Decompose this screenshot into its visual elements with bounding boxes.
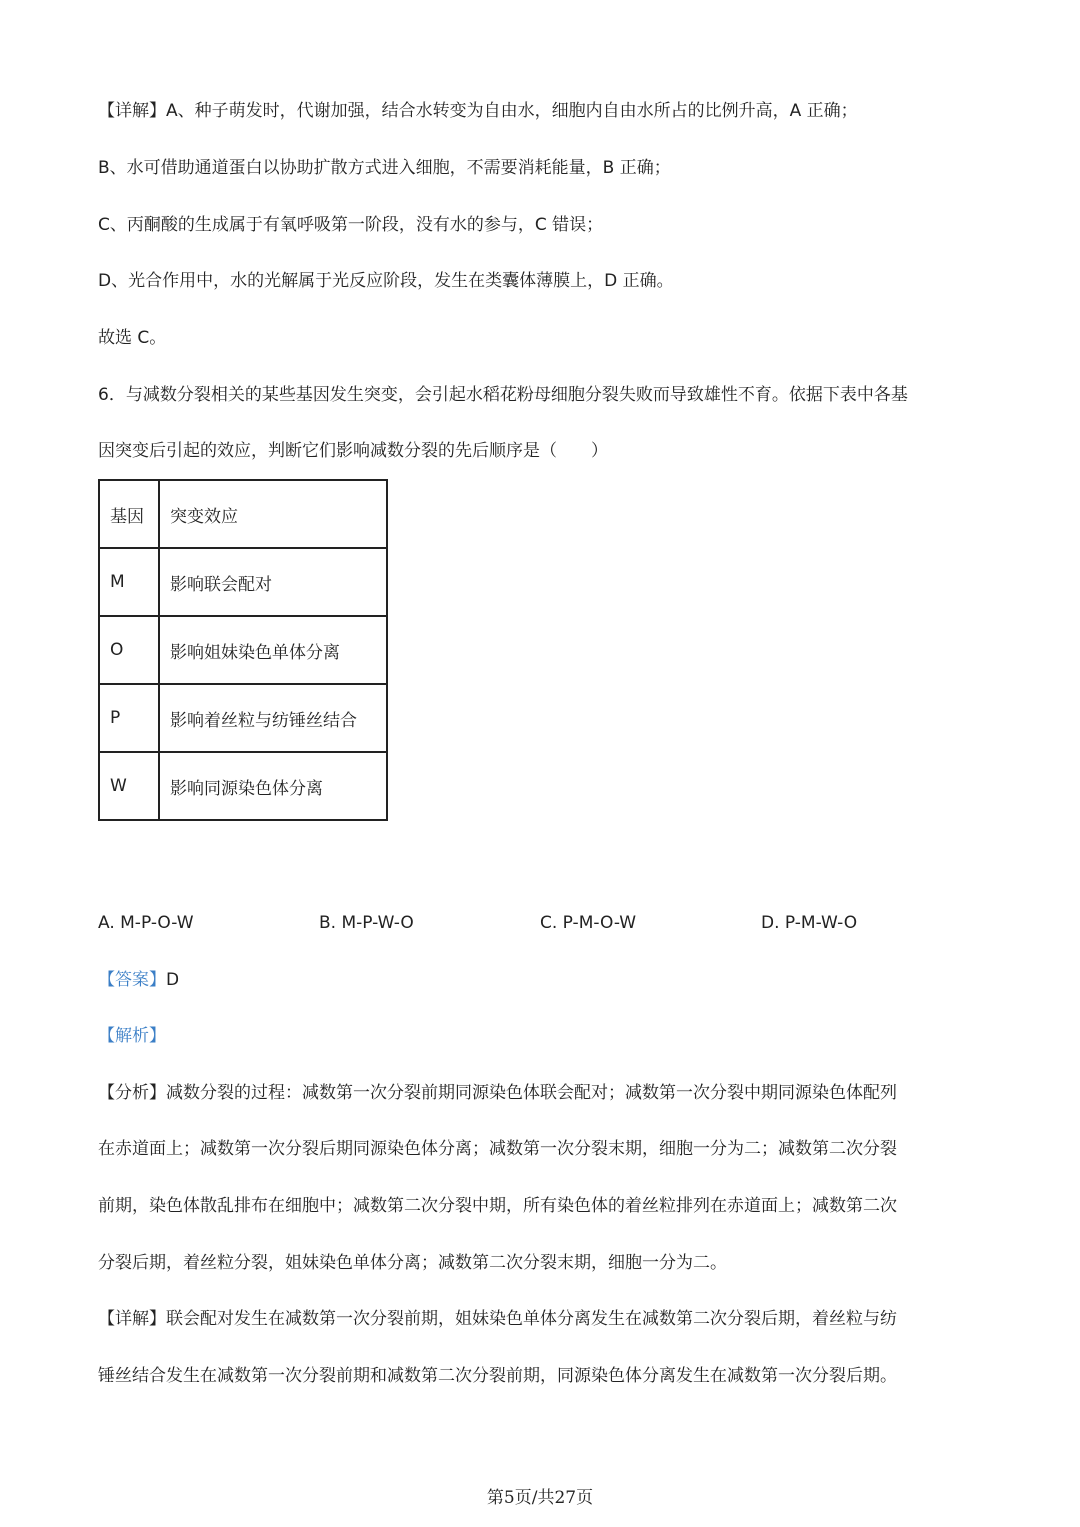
prev-detail-line-1 (98, 99, 858, 123)
gene-effect-table (98, 479, 388, 821)
answer-label: 【答案】 (98, 970, 166, 990)
table-cell-effect: 影响同源染色体分离 (159, 752, 387, 820)
table-cell-effect: 影响联会配对 (159, 548, 387, 616)
option-a: A. M-P-O-W (98, 913, 194, 933)
prev-conclusion: 故选 C。 (98, 328, 167, 348)
analysis-text: 减数分裂的过程：减数第一次分裂前期同源染色体联会配对；减数第一次分裂中期同源染色体配列 (166, 1083, 897, 1103)
prev-detail-label: 【详解】 (98, 101, 166, 121)
analysis-sub-label: 【分析】 (98, 1083, 166, 1103)
prev-detail-text: A、种子萌发时，代谢加强，结合水转变为自由水，细胞内自由水所占的比例升高，A 正确； (166, 101, 858, 121)
analysis-line-2: 在赤道面上；减数第一次分裂后期同源染色体分离；减数第一次分裂末期，细胞一分为二；减数第二次分裂 (98, 1139, 897, 1159)
option-c: C. P-M-O-W (540, 913, 637, 933)
question-stem-line-2: 因突变后引起的效应，判断它们影响减数分裂的先后顺序是（ ） (98, 441, 608, 461)
table-header-effect: 突变效应 (159, 480, 387, 548)
table-cell-gene: M (99, 548, 159, 616)
analysis-line-4: 分裂后期，着丝粒分裂，姐妹染色单体分离；减数第二次分裂末期，细胞一分为二。 (98, 1253, 727, 1273)
analysis-line-1 (98, 1081, 897, 1105)
option-b: B. M-P-W-O (319, 913, 414, 933)
table-cell-gene: W (99, 752, 159, 820)
analysis-label: 【解析】 (98, 1026, 166, 1046)
table-row (99, 684, 387, 752)
table-row (99, 752, 387, 820)
answer-value: D (166, 970, 180, 990)
table-cell-gene: O (99, 616, 159, 684)
prev-detail-line-3: C、丙酮酸的生成属于有氧呼吸第一阶段，没有水的参与，C 错误； (98, 215, 604, 235)
analysis-line-3: 前期，染色体散乱排布在细胞中；减数第二次分裂中期，所有染色体的着丝粒排列在赤道面上；减数第二次 (98, 1196, 897, 1216)
detail-line-1 (98, 1307, 897, 1331)
prev-detail-line-4: D、光合作用中，水的光解属于光反应阶段，发生在类囊体薄膜上，D 正确。 (98, 271, 674, 291)
question-stem-line-1: 6．与减数分裂相关的某些基因发生突变，会引起水稻花粉母细胞分裂失败而导致雄性不育。依据下表中各基 (98, 385, 908, 405)
table-header-row (99, 480, 387, 548)
table-cell-effect: 影响姐妹染色单体分离 (159, 616, 387, 684)
detail-line-2: 锤丝结合发生在减数第一次分裂前期和减数第二次分裂前期，同源染色体分离发生在减数第一次分裂后期。 (98, 1366, 897, 1386)
answer-line (98, 968, 179, 992)
table-row (99, 548, 387, 616)
option-d: D. P-M-W-O (761, 913, 858, 933)
table-row (99, 616, 387, 684)
table-header-gene: 基因 (99, 480, 159, 548)
detail-text: 联会配对发生在减数第一次分裂前期，姐妹染色单体分离发生在减数第二次分裂后期，着丝粒与纺 (166, 1309, 897, 1329)
detail-label: 【详解】 (98, 1309, 166, 1329)
table-cell-effect: 影响着丝粒与纺锤丝结合 (159, 684, 387, 752)
table-cell-gene: P (99, 684, 159, 752)
page-footer: 第5页/共27页 (486, 1488, 594, 1508)
prev-detail-line-2: B、水可借助通道蛋白以协助扩散方式进入细胞，不需要消耗能量，B 正确； (98, 158, 671, 178)
